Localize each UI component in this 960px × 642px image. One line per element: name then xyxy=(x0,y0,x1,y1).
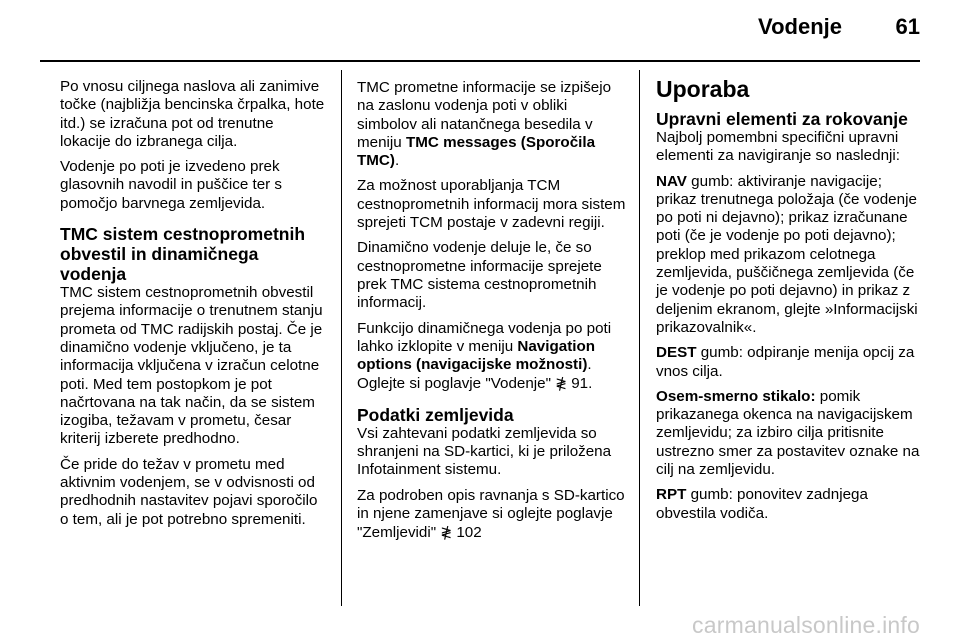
menu-navigation-options: Navigation options (navigacijske možnosti) xyxy=(357,337,596,374)
nav-key-label: NAV xyxy=(656,172,687,190)
paragraph-sd-reference: Za podroben opis ravnanja s SD-kartico in njene zamenjave si oglejte poglavje "Zemljevidi" ≹ 102 xyxy=(357,486,625,542)
paragraph-dest-button: DEST gumb: odpiranje menija opcij za vnos cilja. xyxy=(656,344,915,380)
paragraph-eight-way-switch: Osem-smerno stikalo: pomik prikazanega okenca na navigacijskem zemljevidu; za izbiro cilja pritisnite ustrezno smer za postavitev oznake na cilj na zemljevidu. xyxy=(656,387,920,479)
paragraph-sd-card: Vsi zahtevani podatki zemljevida so shranjeni na SD-kartici, ki je priložena Infotainment sistemu. xyxy=(357,424,612,479)
heading-tmc: TMC sistem cestnoprometnih obvestil in dinamičnega vodenja xyxy=(60,224,306,285)
page-title: Vodenje xyxy=(758,14,842,39)
paragraph-nav-button: NAV gumb: aktiviranje navigacije; prikaz trenutnega položaja (če vodenje po poti ni dejavno); prikaz izračunane poti (če je vodenje po poti dejavno); preklop med prikazom celotnega zemljevida, puščičnega zemljevida (če je vodenje po poti dejavno) in prikaz z deljenim ekranom, glejte »Informacijski prikazovalnik«. xyxy=(656,172,918,336)
eight-way-switch-label: Osem-smerno stikalo: xyxy=(656,387,816,405)
paragraph-guidance: Vodenje po poti je izvedeno prek glasovnih navodil in puščice ter s pomočjo barvnega zemljevida. xyxy=(60,158,283,212)
heading-map-data: Podatki zemljevida xyxy=(357,404,514,425)
paragraph-tmc-messages: TMC prometne informacije se izpišejo na zaslonu vodenja poti v obliki simbolov ali natančnega besedila v meniju TMC messages (Sporočila TMC). xyxy=(357,79,612,170)
column-1 xyxy=(60,78,328,536)
column-divider-2 xyxy=(639,70,640,606)
page-ref-icon: ≹ xyxy=(440,524,453,541)
paragraph-controls-intro: Najbolj pomembni specifični upravni elementi za navigiranje so naslednji: xyxy=(656,129,900,165)
paragraph-traffic-problems: Če pride do težav v prometu med aktivnim vodenjem, se v odvisnosti od predhodnih nastavitev pojavi sporočilo o tem, ali je pot potrebno spremeniti. xyxy=(60,455,318,528)
menu-tmc-messages: TMC messages (Sporočila TMC) xyxy=(357,133,596,170)
dest-key-label: DEST xyxy=(656,344,697,362)
page-header xyxy=(0,0,960,60)
paragraph-rpt-button: RPT gumb: ponovitev zadnjega obvestila vodiča. xyxy=(656,486,868,522)
header-rule xyxy=(40,60,920,62)
paragraph-tmc: TMC sistem cestnoprometnih obvestil prejema informacije o trenutnem stanju prometa od TMC radijskih postaj. Če je dinamično vodenje vključeno, je ta informacija vključena v izračun celotne poti. Med tem postopkom je pot načrtovana na tak način, da se sistem izogiba, težavam v prometu, česar kriterij izberete predhodno. xyxy=(60,284,323,448)
heading-controls: Upravni elementi za rokovanje xyxy=(656,109,908,129)
column-2 xyxy=(357,79,627,550)
column-3 xyxy=(656,76,924,530)
paragraph-navigation-options: Funkcijo dinamičnega vodenja po poti lahko izklopite v meniju Navigation options (navigacijske možnosti). Oglejte si poglavje "Vodenje" ≹ 91. xyxy=(357,319,612,393)
paragraph-intro: Po vnosu ciljnega naslova ali zanimive točke (najbližja bencinska črpalka, hote itd.) se izračuna pot od trenutne lokacije do izbranega cilja. xyxy=(60,78,325,150)
paragraph-tcm-stations: Za možnost uporabljanja TCM cestnoprometnih informacij mora sistem sprejeti TCM postaje v zadevni regiji. xyxy=(357,177,626,232)
paragraph-dynamic-guidance: Dinamično vodenje deluje le, če so cestnoprometne informacije sprejete prek TMC sistema cestnoprometnih informacij. xyxy=(357,239,602,312)
heading-uporaba: Uporaba xyxy=(656,76,750,102)
rpt-key-label: RPT xyxy=(656,486,687,504)
page-number: 61 xyxy=(895,14,920,39)
column-divider-1 xyxy=(341,70,342,606)
watermark: carmanualsonline.info xyxy=(692,612,920,638)
page-ref-icon: ≹ xyxy=(555,375,567,392)
